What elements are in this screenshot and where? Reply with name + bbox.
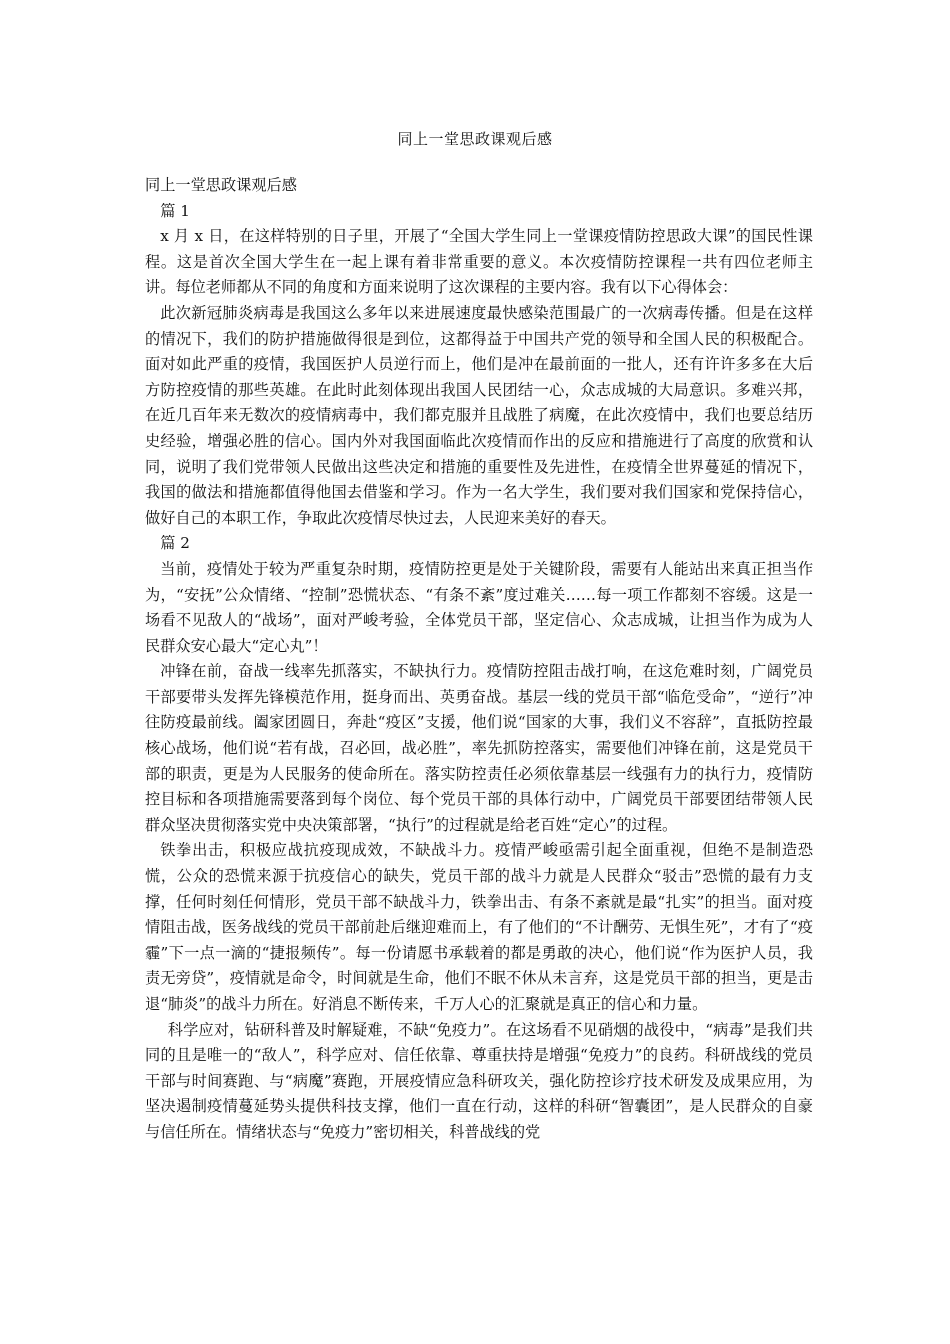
paragraph: 铁拳出击，积极应战抗疫现成效，不缺战斗力。疫情严峻亟需引起全面重视，但绝不是制造恐慌，公众的恐慌来源于抗疫信心的缺失，党员干部的战斗力就是人民群众“驳击”恐慌的最有力支撑，任何时刻任何情形，党员干部不缺战斗力，铁拳出击、有条不紊就是最“扎实”的担当。面对疫情阻击战，医务战线的党员干部前赴后继迎难而上，有了他们的“不计酬劳、无惧生死”，才有了“疫霾”下一点一滴的“捷报频传”。每一份请愿书承载着的都是勇敢的决心，他们说“作为医护人员，我责无旁贷”，疫情就是命令，时间就是生命，他们不眠不休从未言弃，这是党员干部的担当，更是击退“肺炎”的战斗力所在。好消息不断传来，千万人心的汇聚就是真正的信心和力量。 [145, 841, 813, 1013]
paragraph: 当前，疫情处于较为严重复杂时期，疫情防控更是处于关键阶段，需要有人能站出来真正担当作为，“安抚”公众情绪、“控制”恐慌状态、“有条不紊”度过难关……每一项工作都刻不容缓。这是一场看不见敌人的“战场”，面对严峻考验，全体党员干部，坚定信心、众志成城，让担当作为成为人民群众安心最大“定心丸”！ [145, 559, 813, 655]
paragraph: 冲锋在前，奋战一线率先抓落实，不缺执行力。疫情防控阻击战打响，在这危难时刻，广阔党员干部要带头发挥先锋模范作用，挺身而出、英勇奋战。基层一线的党员干部“临危受命”，“逆行”冲往防疫最前线。阖家团圆日，奔赴“疫区”支援，他们说“国家的大事，我们义不容辞”，直抵防控最核心战场，他们说“若有战，召必回，战必胜”，率先抓防控落实，需要他们冲锋在前，这是党员干部的职责，更是为人民服务的使命所在。落实防控责任必须依靠基层一线强有力的执行力，疫情防控目标和各项措施需要落到每个岗位、每个党员干部的具体行动中，广阔党员干部要团结带领人民群众坚决贯彻落实党中央决策部署，“执行”的过程就是给老百姓“定心”的过程。 [145, 662, 813, 834]
document-title: 同上一堂思政课观后感 [397, 130, 553, 148]
document-subtitle: 同上一堂思政课观后感 [145, 176, 297, 194]
paragraph: x 月 x 日，在这样特别的日子里，开展了“全国大学生同上一堂课疫情防控思政大课”的国民性课程。这是首次全国大学生在一起上课有着非常重要的意义。本次疫情防控课程一共有四位老师主讲。每位老师都从不同的角度和方面来说明了这次课程的主要内容。我有以下心得体会： [145, 227, 813, 297]
section-heading-1: 篇 1 [160, 201, 190, 220]
paragraph: 此次新冠肺炎病毒是我国这么多年以来进展速度最快感染范围最广的一次病毒传播。但是在这样的情况下，我们的防护措施做得很是到位，这都得益于中国共产党的领导和全国人民的积极配合。面对如此严重的疫情，我国医护人员逆行而上，他们是冲在最前面的一批人，还有许许多多在大后方防控疫情的那些英雄。在此时此刻体现出我国人民团结一心，众志成城的大局意识。多难兴邦，在近几百年来无数次的疫情病毒中，我们都克服并且战胜了病魔，在此次疫情中，我们也要总结历史经验，增强必胜的信心。国内外对我国面临此次疫情而作出的反应和措施进行了高度的欣赏和认同，说明了我们党带领人民做出这些决定和措施的重要性及先进性，在疫情全世界蔓延的情况下，我国的做法和措施都值得他国去借鉴和学习。作为一名大学生，我们要对我们国家和党保持信心，做好自己的本职工作，争取此次疫情尽快过去，人民迎来美好的春天。 [145, 303, 813, 527]
section-heading-2: 篇 2 [160, 534, 190, 553]
paragraph: 科学应对，钻研科普及时解疑难，不缺“免疫力”。在这场看不见硝烟的战役中，“病毒”是我们共同的且是唯一的“敌人”，科学应对、信任依靠、尊重扶持是增强“免疫力”的良药。科研战线的党员干部与时间赛跑、与“病魔”赛跑，开展疫情应急科研攻关，强化防控诊疗技术研发及成果应用，为坚决遏制疫情蔓延势头提供科技支撑，他们一直在行动，这样的科研“智囊团”，是人民群众的自豪与信任所在。情绪状态与“免疫力”密切相关，科普战线的党 [145, 1020, 813, 1141]
document-body [145, 173, 813, 1146]
